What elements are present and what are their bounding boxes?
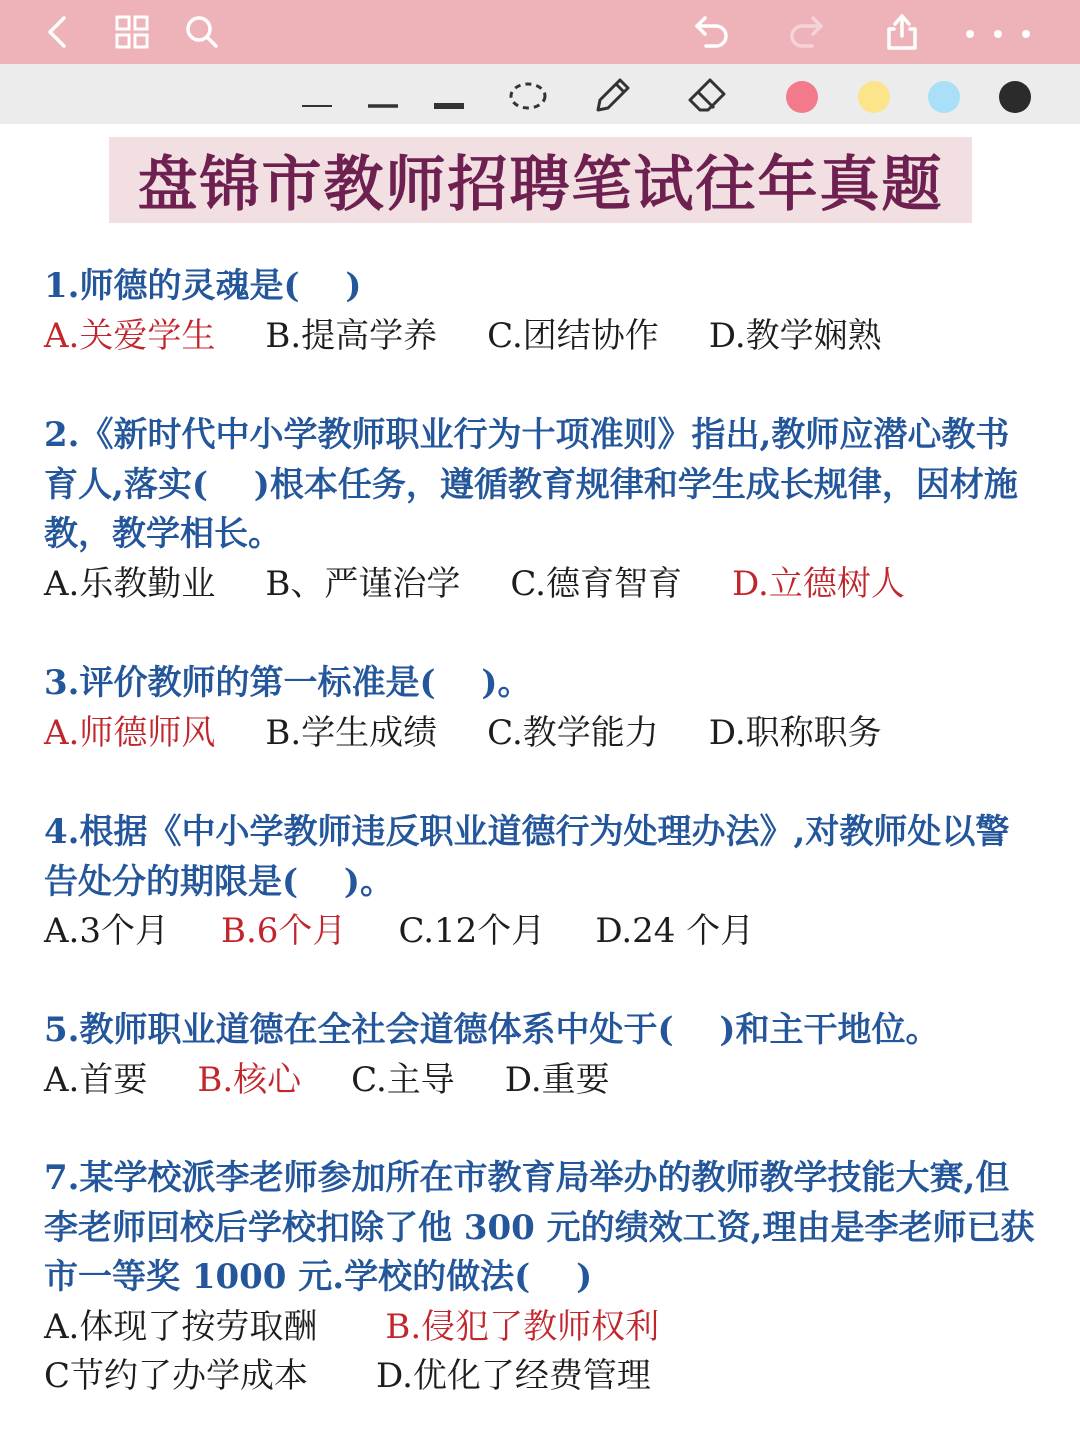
redo-icon[interactable] <box>786 12 826 52</box>
color-swatch-black[interactable] <box>999 81 1031 113</box>
answer-option-correct: B.6个月 <box>221 911 347 951</box>
answer-option-correct: B.侵犯了教师权利 <box>385 1306 660 1347</box>
share-icon[interactable] <box>882 12 922 52</box>
answer-option: D.教学娴熟 <box>708 315 882 356</box>
answer-option-correct: B.核心 <box>197 1059 302 1100</box>
color-swatch-pink[interactable] <box>786 81 818 113</box>
answer-option: C.团结协作 <box>487 315 659 356</box>
more-dots-icon[interactable] <box>962 12 1036 52</box>
question-text: 7.某学校派李老师参加所在市教育局举办的教师教学技能大赛,但李老师回校后学校扣除了他 300 元的绩效工资,理由是李老师已获市一等奖 1000 元.学校的做法( ) <box>44 1158 1035 1297</box>
answer-option: C.教学能力 <box>487 712 659 753</box>
answer-option-correct: A.关爱学生 <box>44 315 216 356</box>
answer-option: A.首要 <box>44 1059 148 1100</box>
answer-option: A.3个月 <box>44 911 169 951</box>
medium-pen-icon[interactable] <box>362 74 406 114</box>
eraser-icon[interactable] <box>686 74 730 114</box>
question-item <box>44 1154 1036 1402</box>
answer-option-correct: D.立德树人 <box>732 563 905 604</box>
answer-option: D.重要 <box>504 1059 610 1100</box>
question-item <box>44 808 1036 957</box>
question-text: 3.评价教师的第一标准是( )。 <box>44 663 532 703</box>
title-banner <box>109 137 972 223</box>
color-swatch-blue[interactable] <box>928 81 960 113</box>
question-text: 1.师德的灵魂是( ) <box>44 266 362 306</box>
answer-option-correct: A.师德师风 <box>44 712 216 753</box>
search-icon[interactable] <box>182 12 222 52</box>
answer-option: A.体现了按劳取酬 <box>44 1306 318 1347</box>
answer-option: C.主导 <box>351 1059 455 1100</box>
option-row <box>44 709 1036 759</box>
question-item <box>44 1006 1036 1105</box>
option-row <box>44 1303 1036 1353</box>
option-row <box>44 312 1036 362</box>
question-text: 2.《新时代中小学教师职业行为十项准则》指出,教师应潜心教书育人,落实( )根本任务，遵循教育规律和学生成长规律，因材施教，教学相长。 <box>44 415 1018 554</box>
drawing-toolbar <box>0 64 1080 124</box>
undo-icon[interactable] <box>692 12 732 52</box>
answer-option: D.职称职务 <box>708 712 882 753</box>
answer-option: D.优化了经费管理 <box>376 1356 651 1396</box>
question-item <box>44 411 1036 609</box>
option-row <box>44 1352 1036 1402</box>
answer-option: C节约了办学成本 <box>44 1356 309 1396</box>
option-row <box>44 1056 1036 1106</box>
top-app-bar <box>0 0 1080 64</box>
answer-option: C.12个月 <box>398 911 546 951</box>
question-text: 4.根据《中小学教师违反职业道德行为处理办法》,对教师处以警告处分的期限是( )。 <box>44 812 1010 902</box>
option-row <box>44 907 1036 957</box>
answer-option: A.乐教勤业 <box>44 563 216 604</box>
question-item <box>44 659 1036 758</box>
thick-pen-icon[interactable] <box>428 74 472 114</box>
pencil-icon[interactable] <box>590 74 634 114</box>
option-row <box>44 560 1036 610</box>
answer-option: C.德育智育 <box>510 563 682 604</box>
answer-option: B、严谨治学 <box>265 563 461 604</box>
answer-option: B.学生成绩 <box>265 712 438 753</box>
grid-icon[interactable] <box>112 12 152 52</box>
back-chevron-icon[interactable] <box>38 12 78 52</box>
page-title: 盘锦市教师招聘笔试往年真题 <box>137 150 944 220</box>
question-text: 5.教师职业道德在全社会道德体系中处于( )和主干地位。 <box>44 1010 940 1050</box>
lasso-icon[interactable] <box>506 74 550 114</box>
answer-option: B.提高学养 <box>265 315 438 356</box>
color-swatch-yellow[interactable] <box>858 81 890 113</box>
answer-option: D.24 个月 <box>595 911 755 951</box>
thin-pen-icon[interactable] <box>296 74 340 114</box>
question-item <box>44 262 1036 361</box>
